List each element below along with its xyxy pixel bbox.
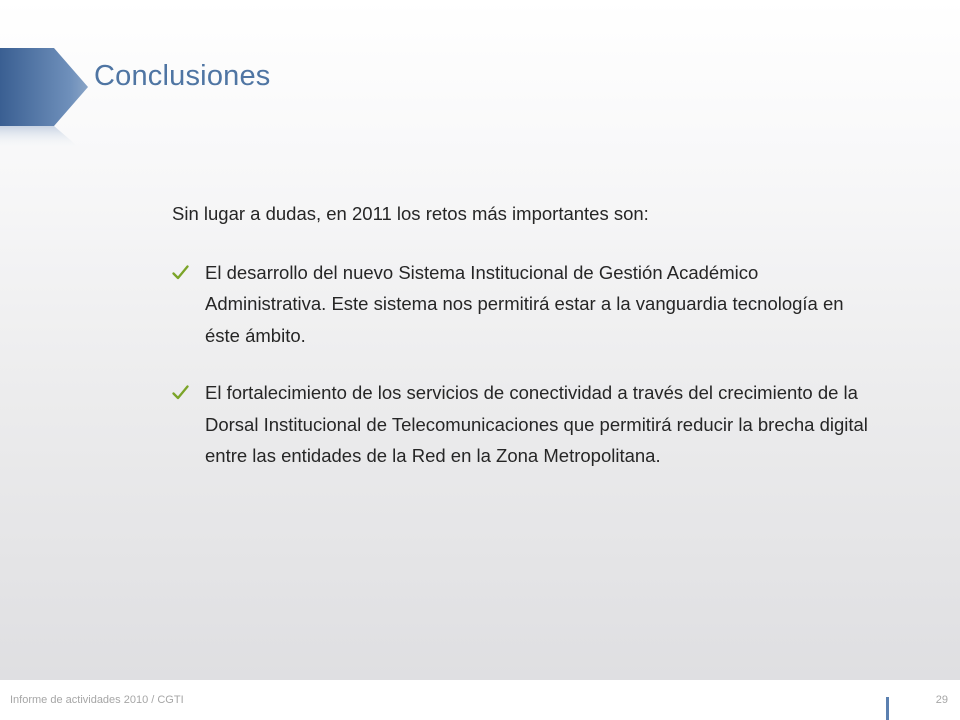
footer-accent-bar <box>886 697 889 720</box>
page-number: 29 <box>935 694 948 706</box>
bullet-text: El desarrollo del nuevo Sistema Institucional de Gestión Académico Administrativa. Este sistema nos permitirá estar a la vanguardia tecnología en éste ámbito. <box>205 261 844 346</box>
slide-content <box>172 198 872 498</box>
slide-title: Conclusiones <box>94 60 271 92</box>
bullet-text: El fortalecimiento de los servicios de conectividad a través del crecimiento de la Dorsal Institucional de Telecomunicaciones que permitirá reducir la brecha digital entre las entidades de la Red en la Zona Metropolitana. <box>205 382 868 466</box>
checkmark-icon <box>172 385 189 400</box>
bullet-item <box>172 257 872 352</box>
bullet-item <box>172 377 872 472</box>
intro-text: Sin lugar a dudas, en 2011 los retos más importantes son: <box>172 203 649 224</box>
footer-text: Informe de actividades 2010 / CGTI <box>10 694 184 706</box>
checkmark-icon <box>172 265 189 280</box>
bullet-list <box>172 257 872 472</box>
slide-footer <box>0 680 960 720</box>
